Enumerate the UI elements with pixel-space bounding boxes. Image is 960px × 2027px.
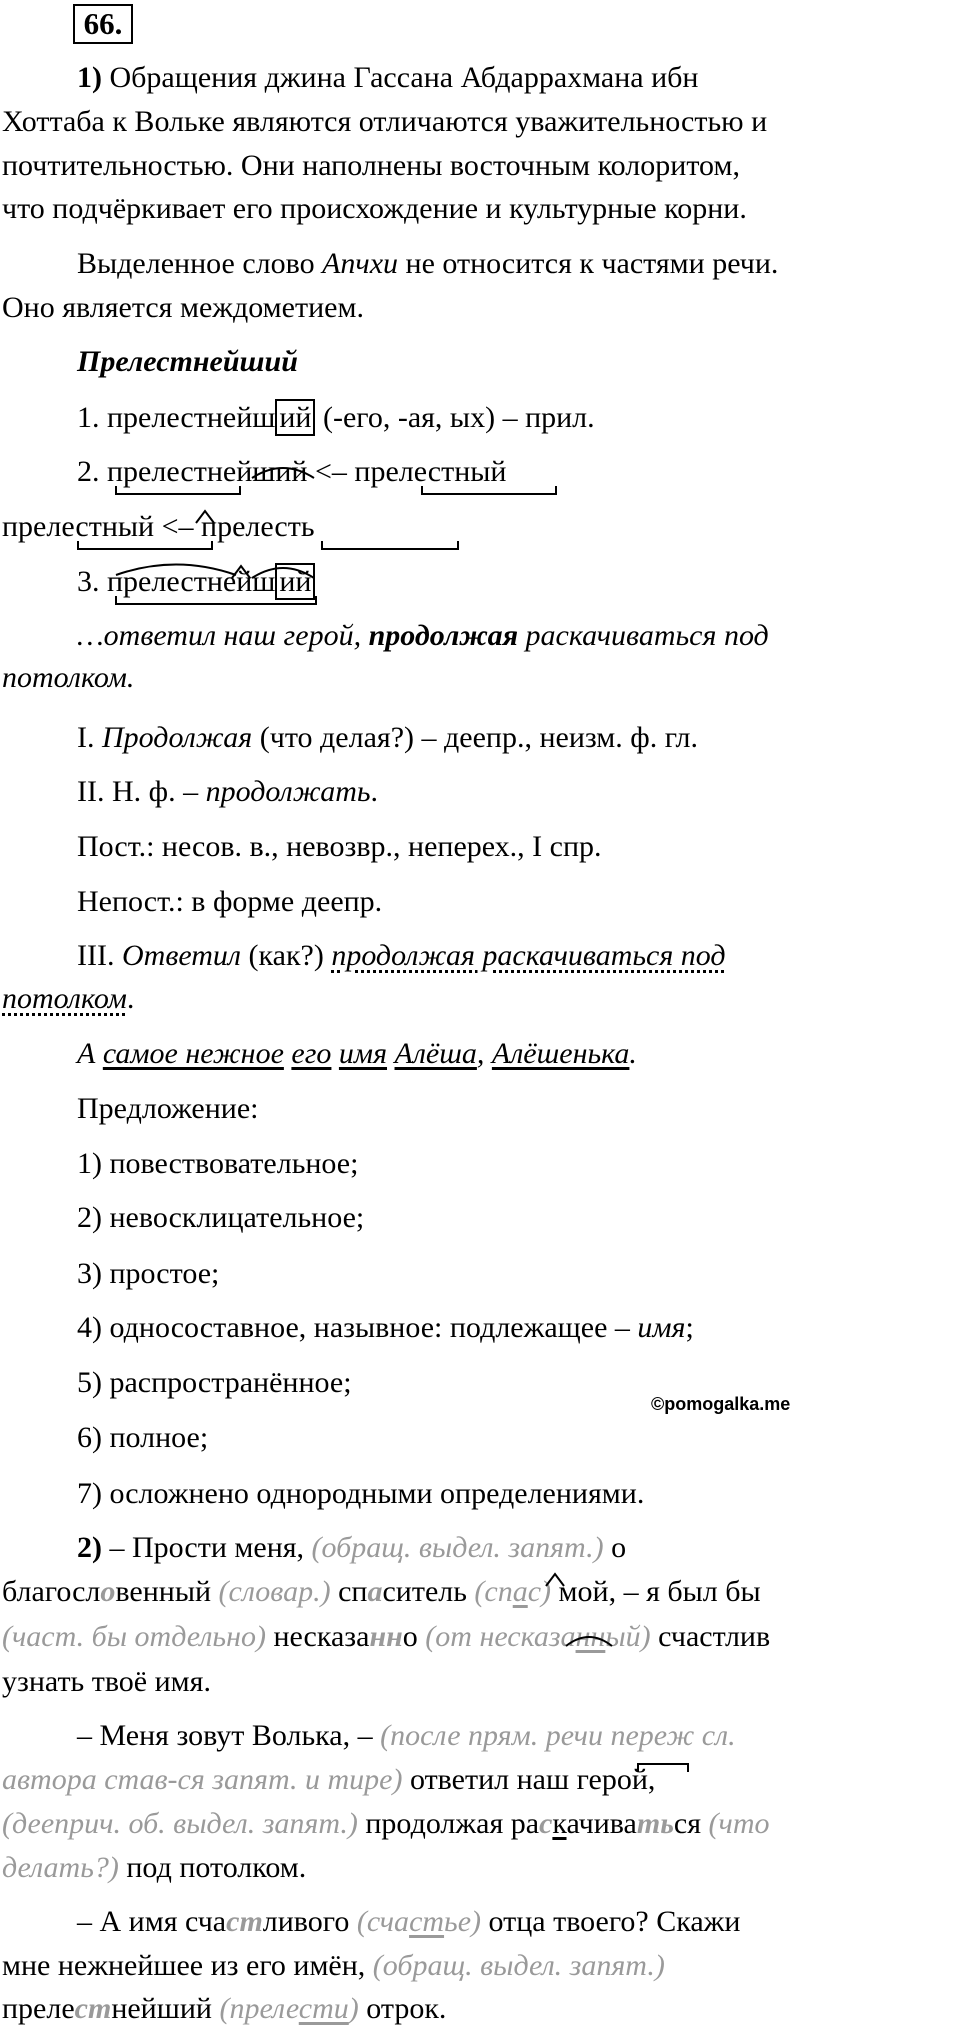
text: ачива bbox=[566, 1807, 637, 1840]
gray-comment: нн bbox=[575, 1620, 606, 1653]
gray-comment: автора став-ся запят. и тире) bbox=[2, 1763, 403, 1796]
circumstance-phrase: продолжая раскачиваться под bbox=[331, 939, 726, 972]
underlined-word: Алёшенька bbox=[491, 1037, 630, 1070]
text: (что делая?) – деепр., неизм. ф. гл. bbox=[252, 721, 698, 754]
text: сп bbox=[330, 1575, 368, 1608]
highlighted-letter: с bbox=[539, 1807, 553, 1840]
text: мне нежнейшее из его имён, bbox=[2, 1949, 373, 1982]
word-heading: Прелестнейший bbox=[77, 345, 298, 378]
ending-box: ий bbox=[275, 563, 315, 600]
quote-line bbox=[77, 618, 769, 654]
text: – Меня зовут Волька, – bbox=[77, 1719, 381, 1752]
suffix-arc bbox=[252, 468, 314, 478]
task-number: 66. bbox=[73, 4, 133, 44]
bracket-mark bbox=[638, 1764, 688, 1772]
gray-comment: сти bbox=[298, 1992, 349, 2025]
analysis-line: Непост.: в форме деепр. bbox=[77, 885, 383, 918]
highlighted-letter: ть bbox=[636, 1807, 674, 1840]
text: ответил bbox=[402, 1763, 517, 1796]
gray-comment: ье) bbox=[444, 1905, 482, 1938]
analyzed-word: прелестный bbox=[2, 510, 155, 543]
highlighted-letter: о bbox=[100, 1575, 116, 1608]
paragraph-line: что подчёркивает его происхождение и культурные корни. bbox=[2, 192, 747, 225]
text: III. bbox=[77, 939, 122, 972]
text: ливого bbox=[262, 1905, 357, 1938]
dialog-line: узнать твоё имя. bbox=[2, 1665, 211, 1698]
base-bracket bbox=[422, 486, 556, 494]
gray-comment: (от несказа bbox=[425, 1620, 576, 1653]
text: . bbox=[126, 982, 135, 1015]
text: II. Н. ф. – bbox=[77, 775, 206, 808]
gray-comment: (сп bbox=[474, 1575, 513, 1608]
part2-marks bbox=[0, 1560, 960, 1820]
analysis-line bbox=[77, 774, 378, 810]
gray-comment: (словар.) bbox=[218, 1575, 331, 1608]
text: ; bbox=[685, 1311, 694, 1344]
underlined-word: самое нежное bbox=[102, 1037, 284, 1070]
word-stem: прелестнейш bbox=[107, 565, 276, 598]
text: 1. прелестнейш bbox=[77, 401, 276, 434]
analysis-line bbox=[2, 981, 134, 1017]
text: . bbox=[629, 1037, 637, 1070]
gray-comment: с) bbox=[527, 1575, 552, 1608]
part-marker: 2) bbox=[77, 1531, 102, 1564]
text: отца твоего? Скажи bbox=[481, 1905, 741, 1938]
text bbox=[387, 1037, 395, 1070]
dialog-line bbox=[2, 1948, 665, 1984]
gray-comment: (сча bbox=[356, 1905, 410, 1938]
paragraph-line: Хоттаба к Вольке являются отличаются уважительностью и bbox=[2, 105, 768, 138]
text: счастлив bbox=[650, 1620, 771, 1653]
gray-comment: (преле bbox=[219, 1992, 299, 2025]
text: под потолком. bbox=[118, 1851, 307, 1884]
analysis-line: Пост.: несов. в., невозвр., неперех., I спр. bbox=[77, 830, 602, 863]
text: преле bbox=[2, 1992, 75, 2025]
gray-comment: ый) bbox=[605, 1620, 651, 1653]
base-bracket bbox=[322, 541, 458, 549]
list-item: 3) простое; bbox=[77, 1257, 220, 1290]
word: Продолжая bbox=[102, 721, 253, 754]
marked-word: наш bbox=[516, 1763, 570, 1796]
text: , bbox=[476, 1037, 492, 1070]
text: ситель bbox=[382, 1575, 475, 1608]
highlighted-letter: а bbox=[367, 1575, 383, 1608]
text: Обращения джина Гассана Абдаррахмана ибн bbox=[109, 61, 699, 94]
text: венный bbox=[115, 1575, 219, 1608]
list-item bbox=[77, 1310, 694, 1346]
ending-box: ий bbox=[275, 399, 315, 436]
text: ся bbox=[673, 1807, 709, 1840]
text: (-его, -ая, ых) – прил. bbox=[315, 401, 595, 434]
gray-comment: (дееприч. об. выдел. запят.) bbox=[2, 1807, 358, 1840]
gray-comment: ) bbox=[348, 1992, 359, 2025]
gray-comment: (после прям. речи переж сл. bbox=[380, 1719, 736, 1752]
gray-comment: (что bbox=[708, 1807, 770, 1840]
word: продолжать bbox=[205, 775, 371, 808]
analyzed-word: прелестнейший bbox=[107, 455, 308, 488]
base-bracket bbox=[116, 596, 316, 604]
gray-comment: (обращ. выдел. запят.) bbox=[311, 1531, 604, 1564]
underlined-letter: к bbox=[552, 1807, 567, 1840]
text: Выделенное слово bbox=[77, 247, 323, 280]
list-item: 6) полное; bbox=[77, 1421, 209, 1454]
text: отрок. bbox=[358, 1992, 447, 2025]
paragraph-line: почтительностью. Они наполнены восточным колоритом, bbox=[2, 149, 740, 182]
analysis-line bbox=[77, 720, 698, 756]
text: …ответил наш герой, bbox=[77, 619, 369, 652]
text: о bbox=[603, 1531, 627, 1564]
morpheme-marks bbox=[0, 0, 960, 620]
text: мой, – я был бы bbox=[551, 1575, 761, 1608]
part-marker: 1) bbox=[77, 61, 102, 94]
underlined-word: его bbox=[291, 1037, 332, 1070]
text bbox=[331, 1037, 339, 1070]
text: – А имя сча bbox=[77, 1905, 227, 1938]
text: о bbox=[402, 1620, 426, 1653]
highlighted-letter: ст bbox=[226, 1905, 263, 1938]
paragraph-line: Оно является междометием. bbox=[2, 291, 364, 324]
arrow: <– bbox=[307, 455, 355, 488]
text: продолжая ра bbox=[357, 1807, 540, 1840]
gray-comment: а bbox=[512, 1575, 528, 1608]
text: (как?) bbox=[241, 939, 332, 972]
gray-comment: (част. бы отдельно) bbox=[2, 1620, 266, 1653]
root-arc bbox=[116, 565, 236, 576]
circumstance-phrase: потолком bbox=[2, 982, 127, 1015]
list-item: 1) повествовательное; bbox=[77, 1147, 359, 1180]
text: не относится к частями речи. bbox=[398, 247, 779, 280]
text: нейший bbox=[111, 1992, 220, 2025]
base-bracket bbox=[116, 486, 240, 494]
dialog-line bbox=[2, 1850, 306, 1886]
text: несказа bbox=[265, 1620, 370, 1653]
word: Ответил bbox=[121, 939, 242, 972]
watermark: ©pomogalka.me bbox=[651, 1394, 791, 1414]
analysis-title: Предложение: bbox=[77, 1092, 259, 1125]
suffix-caret bbox=[232, 566, 250, 578]
underlined-word: Алёша bbox=[394, 1037, 477, 1070]
highlighted-letter: нн bbox=[369, 1620, 403, 1653]
source-word: прелесть bbox=[201, 510, 315, 543]
gray-comment: делать?) bbox=[2, 1851, 119, 1884]
analysis-line bbox=[77, 938, 726, 974]
source-word: прелестный bbox=[354, 455, 507, 488]
text: раскачиваться под bbox=[518, 619, 769, 652]
suffix-arc bbox=[252, 568, 314, 578]
gray-comment: ст bbox=[409, 1905, 445, 1938]
highlighted-word: Апчхи bbox=[322, 247, 399, 280]
bold-word: продолжая bbox=[368, 619, 519, 652]
base-bracket bbox=[78, 541, 212, 549]
arrow: <– bbox=[154, 510, 202, 543]
quote-line: потолком. bbox=[2, 661, 135, 694]
gray-comment: (обращ. выдел. запят.) bbox=[372, 1949, 665, 1982]
suffix-arc bbox=[566, 1637, 612, 1646]
text: герой, bbox=[569, 1763, 656, 1796]
text: А bbox=[77, 1037, 103, 1070]
text: – Прости меня, bbox=[102, 1531, 312, 1564]
text: . bbox=[370, 775, 379, 808]
list-item: 2) невосклицательное; bbox=[77, 1201, 365, 1234]
list-item: 5) распространённое; bbox=[77, 1366, 352, 1399]
text: благосл bbox=[2, 1575, 101, 1608]
dialog-line bbox=[77, 1904, 740, 1940]
suffix-caret bbox=[196, 511, 214, 523]
text: 3. bbox=[77, 565, 107, 598]
list-item: 7) осложнено однородными определениями. bbox=[77, 1477, 645, 1510]
text: 2. bbox=[77, 455, 107, 488]
word: имя bbox=[637, 1311, 686, 1344]
suffix-caret bbox=[546, 1574, 564, 1586]
dialog-line bbox=[2, 1991, 446, 2027]
highlighted-letter: ст bbox=[74, 1992, 112, 2025]
sentence-line bbox=[77, 1036, 637, 1072]
text: 4) односоставное, назывное: подлежащее – bbox=[77, 1311, 638, 1344]
text: I. bbox=[77, 721, 102, 754]
underlined-word: имя bbox=[338, 1037, 388, 1070]
